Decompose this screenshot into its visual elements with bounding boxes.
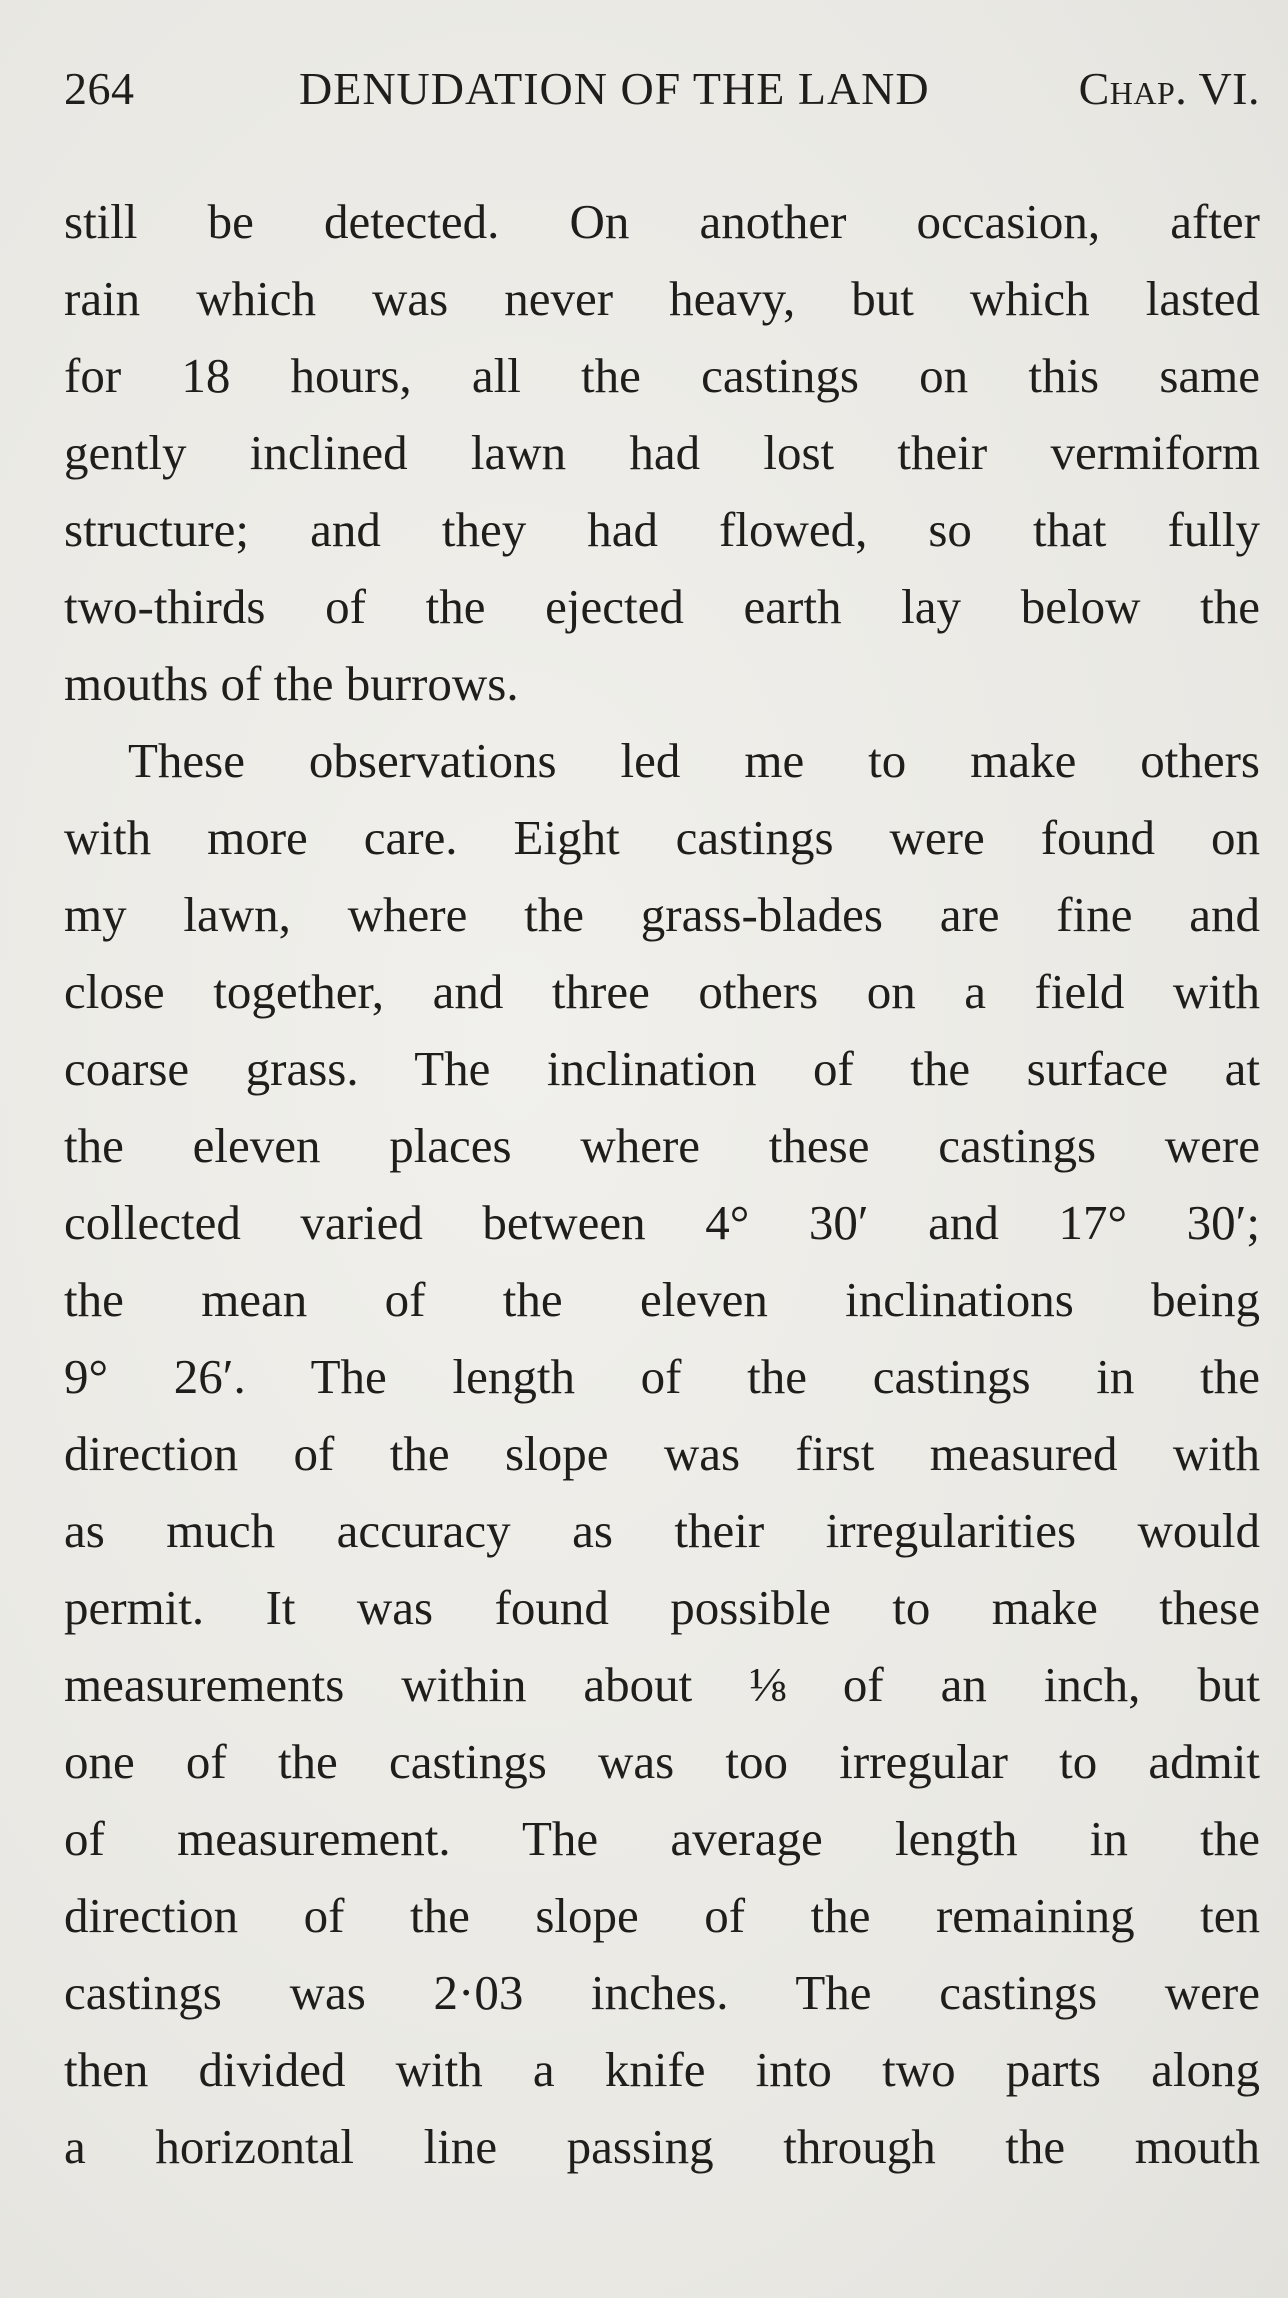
text-line: two-thirds of the ejected earth lay below the (64, 579, 1260, 634)
text-line: still be detected. On another occasion, after (64, 194, 1260, 249)
text-line: 9° 26′. The length of the castings in the (64, 1349, 1260, 1404)
text-line: coarse grass. The inclination of the surface at (64, 1041, 1260, 1096)
text-line: structure; and they had flowed, so that fully (64, 502, 1260, 557)
text-line: a horizontal line passing through the mouth (64, 2119, 1260, 2174)
text-line: the eleven places where these castings were (64, 1118, 1260, 1173)
text-line: permit. It was found possible to make these (64, 1580, 1260, 1635)
chapter-label: Chap. VI. (1078, 63, 1260, 114)
paragraph-start-line: These observations led me to make others (128, 733, 1260, 788)
text-line: gently inclined lawn had lost their vermiform (64, 425, 1260, 480)
text-line: as much accuracy as their irregularities would (64, 1503, 1260, 1558)
text-line: for 18 hours, all the castings on this same (64, 348, 1260, 403)
text-line: my lawn, where the grass-blades are fine and (64, 887, 1260, 942)
text-line: with more care. Eight castings were found on (64, 810, 1260, 865)
text-line: collected varied between 4° 30′ and 17° 30′; (64, 1195, 1260, 1250)
text-line: close together, and three others on a field with (64, 964, 1260, 1019)
body-text (64, 183, 1260, 2185)
text-line: rain which was never heavy, but which lasted (64, 271, 1260, 326)
text-line: the mean of the eleven inclinations being (64, 1272, 1260, 1327)
page-number: 264 (64, 63, 135, 114)
text-line: direction of the slope was first measured with (64, 1426, 1260, 1481)
text-line: mouths of the burrows. (64, 656, 519, 711)
running-header (64, 62, 1260, 122)
text-line: measurements within about ⅛ of an inch, but (64, 1657, 1260, 1712)
text-line: one of the castings was too irregular to admit (64, 1734, 1260, 1789)
running-title: DENUDATION OF THE LAND (299, 63, 930, 114)
text-line: then divided with a knife into two parts along (64, 2042, 1260, 2097)
text-line: of measurement. The average length in the (64, 1811, 1260, 1866)
text-line: direction of the slope of the remaining ten (64, 1888, 1260, 1943)
text-line: castings was 2·03 inches. The castings were (64, 1965, 1260, 2020)
